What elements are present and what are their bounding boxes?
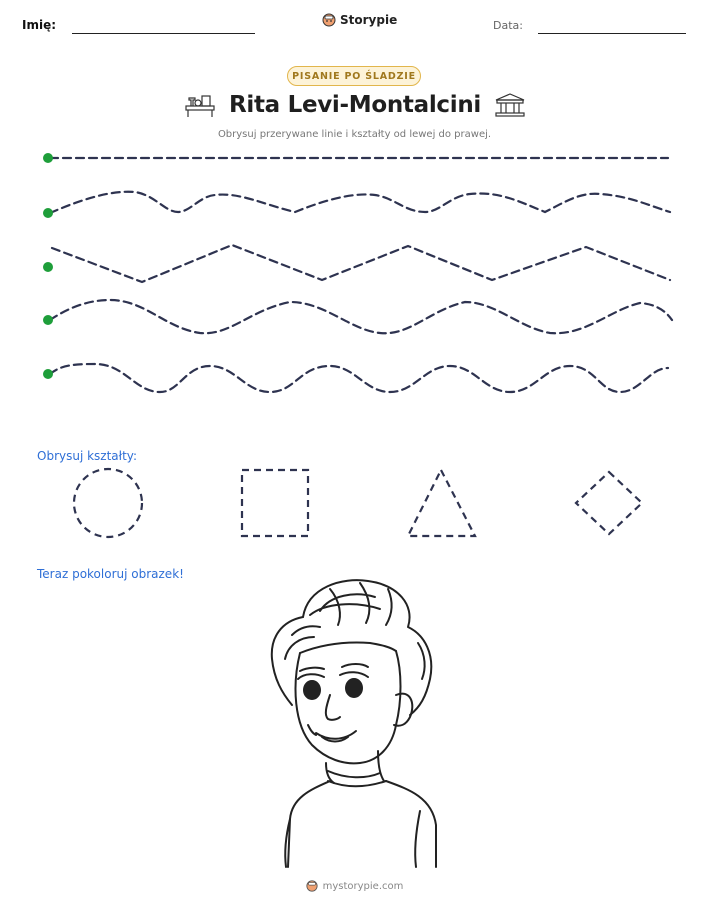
tracing-line-zigzag xyxy=(52,245,670,282)
page-title xyxy=(184,92,526,118)
date-label: Data: xyxy=(493,19,523,32)
shapes-label: Obrysuj kształty: xyxy=(37,449,138,463)
name-write-line[interactable] xyxy=(72,33,255,34)
start-dot-3 xyxy=(43,262,53,272)
shape-square xyxy=(242,470,308,536)
university-building-icon xyxy=(494,92,526,118)
title-text: Rita Levi-Montalcini xyxy=(228,92,482,118)
footer xyxy=(0,880,709,892)
name-label: Imię: xyxy=(22,18,57,32)
activity-badge: PISANIE PO ŚLADZIE xyxy=(287,66,421,86)
storypie-logo-icon xyxy=(322,13,336,27)
tracing-line-wave-2 xyxy=(50,300,672,333)
tracing-line-wave-1 xyxy=(50,192,670,213)
shape-triangle xyxy=(408,470,475,536)
coloring-label: Teraz pokoloruj obrazek! xyxy=(37,567,184,581)
brand-name: Storypie xyxy=(340,13,398,27)
start-dot-1 xyxy=(43,153,53,163)
storypie-logo-icon xyxy=(306,880,318,892)
tracing-lines[interactable] xyxy=(0,140,709,400)
shape-diamond xyxy=(576,472,642,534)
tracing-line-wave-3 xyxy=(50,364,668,392)
footer-site[interactable]: mystorypie.com xyxy=(322,880,404,892)
start-dot-4 xyxy=(43,315,53,325)
brand xyxy=(322,13,397,27)
start-dot-5 xyxy=(43,369,53,379)
woman-portrait-illustration[interactable] xyxy=(230,575,480,870)
tracing-shapes[interactable] xyxy=(0,460,709,550)
start-dot-2 xyxy=(43,208,53,218)
lab-bench-icon xyxy=(184,92,216,118)
instructions: Obrysuj przerywane linie i kształty od lewej do prawej. xyxy=(217,129,492,140)
shape-circle xyxy=(74,469,142,537)
date-write-line[interactable] xyxy=(538,33,686,34)
